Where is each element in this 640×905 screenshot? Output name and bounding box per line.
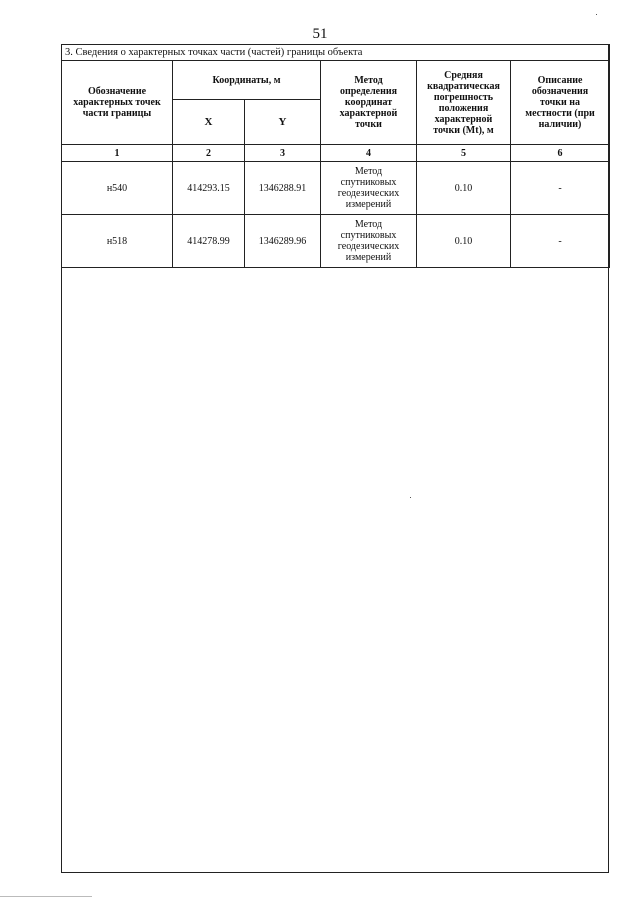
- section-title: 3. Сведения о характерных точках части (частей) границы объекта: [62, 45, 610, 61]
- column-number: 2: [173, 145, 245, 162]
- point-description: -: [511, 162, 610, 215]
- scan-speck: [596, 14, 597, 15]
- mean-square-error: 0.10: [417, 215, 511, 268]
- column-number: 3: [245, 145, 321, 162]
- point-designation: н518: [62, 215, 173, 268]
- column-number-row: [62, 145, 610, 162]
- header-point-designation: Обозначение характерных точек части границы: [62, 61, 173, 145]
- section-title-row: [62, 45, 610, 61]
- coordinate-y: 1346288.91: [245, 162, 321, 215]
- header-y: Y: [245, 100, 321, 145]
- boundary-points-table: [61, 44, 610, 268]
- determination-method: Метод спутниковых геодезических измерений: [321, 162, 417, 215]
- scan-speck: [410, 497, 411, 498]
- table-row: [62, 215, 610, 268]
- header-mean-square-error: Средняя квадратическая погрешность положения характерной точки (Mt), м: [417, 61, 511, 145]
- mean-square-error: 0.10: [417, 162, 511, 215]
- determination-method: Метод спутниковых геодезических измерений: [321, 215, 417, 268]
- page-number: 51: [312, 26, 328, 42]
- coordinate-x: 414293.15: [173, 162, 245, 215]
- coordinate-y: 1346289.96: [245, 215, 321, 268]
- header-x: X: [173, 100, 245, 145]
- table-row: [62, 162, 610, 215]
- header-coordinates: Координаты, м: [173, 61, 321, 100]
- bottom-scan-line: [0, 896, 92, 897]
- point-description: -: [511, 215, 610, 268]
- column-number: 5: [417, 145, 511, 162]
- header-row: [62, 61, 610, 100]
- column-number: 1: [62, 145, 173, 162]
- column-number: 6: [511, 145, 610, 162]
- point-designation: н540: [62, 162, 173, 215]
- column-number: 4: [321, 145, 417, 162]
- header-point-description: Описание обозначения точки на местности (при наличии): [511, 61, 610, 145]
- header-method: Метод определения координат характерной точки: [321, 61, 417, 145]
- coordinate-x: 414278.99: [173, 215, 245, 268]
